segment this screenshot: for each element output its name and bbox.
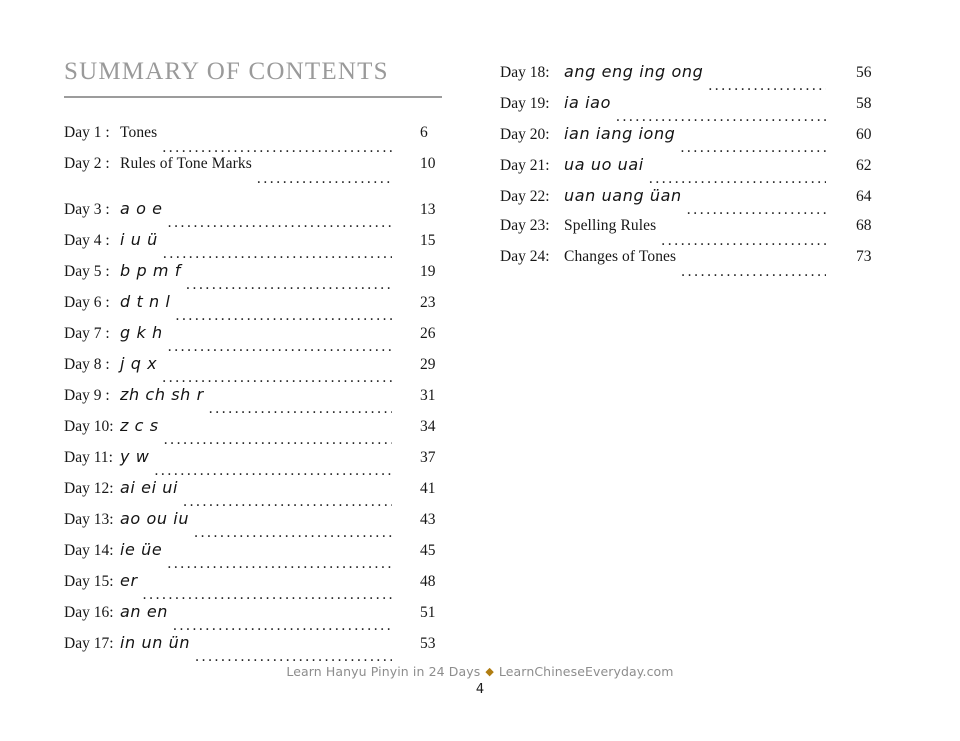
toc-row[interactable] — [64, 354, 464, 385]
toc-dot-leader — [168, 339, 392, 353]
page-title: SUMMARY OF CONTENTS — [64, 58, 389, 85]
toc-entry-title: Changes of Tones — [564, 248, 677, 265]
toc-dot-leader — [681, 264, 826, 278]
toc-entry-title: Spelling Rules — [564, 217, 657, 234]
toc-day-label: Day 24: — [500, 248, 550, 265]
toc-row[interactable] — [500, 248, 900, 279]
toc-day-label: Day 22: — [500, 188, 550, 205]
toc-dot-leader — [186, 277, 392, 291]
toc-row[interactable] — [64, 633, 464, 664]
toc-row[interactable] — [64, 416, 464, 447]
toc-row[interactable] — [64, 571, 464, 602]
toc-dot-leader — [162, 140, 392, 154]
toc-page-number: 51 — [420, 604, 436, 621]
toc-entry-title: in un ün — [120, 633, 191, 652]
toc-entry-title: ia iao — [564, 93, 611, 112]
toc-row[interactable] — [500, 124, 900, 155]
toc-day-label: Day 8 : — [64, 356, 110, 373]
toc-dot-leader — [143, 587, 392, 601]
toc-day-label: Day 15: — [64, 573, 114, 590]
toc-day-label: Day 12: — [64, 480, 114, 497]
toc-page-number: 62 — [856, 157, 872, 174]
toc-dot-leader — [687, 202, 826, 216]
toc-row[interactable] — [500, 155, 900, 186]
toc-page-number: 56 — [856, 64, 872, 81]
toc-page-number: 43 — [420, 511, 436, 528]
toc-day-label: Day 6 : — [64, 294, 110, 311]
toc-dot-leader — [195, 649, 392, 663]
toc-dot-leader — [661, 233, 826, 247]
toc-row[interactable] — [64, 199, 464, 230]
toc-page-number: 29 — [420, 356, 436, 373]
toc-page-number: 34 — [420, 418, 436, 435]
toc-page-number: 58 — [856, 95, 872, 112]
toc-row[interactable] — [500, 186, 900, 217]
toc-day-label: Day 18: — [500, 64, 550, 81]
toc-day-label: Day 9 : — [64, 387, 110, 404]
page-footer — [0, 664, 960, 697]
toc-column-left — [64, 124, 464, 664]
toc-day-label: Day 13: — [64, 511, 114, 528]
toc-dot-leader — [194, 525, 392, 539]
toc-page-number: 31 — [420, 387, 436, 404]
page-number: 4 — [475, 682, 485, 698]
toc-entry-title: uan uang üan — [564, 186, 682, 205]
toc-row[interactable] — [500, 93, 900, 124]
toc-row[interactable] — [64, 230, 464, 261]
toc-day-label: Day 20: — [500, 126, 550, 143]
diamond-icon: ◆ — [485, 665, 494, 678]
toc-row[interactable] — [500, 62, 900, 93]
toc-row[interactable] — [64, 447, 464, 478]
toc-page-number: 6 — [420, 124, 428, 141]
toc-row[interactable] — [64, 124, 464, 155]
toc-page-number: 13 — [420, 201, 436, 218]
toc-page-number: 68 — [856, 217, 872, 234]
toc-dot-leader — [708, 78, 826, 92]
toc-page-number: 53 — [420, 635, 436, 652]
toc-dot-leader — [173, 618, 392, 632]
toc-day-label: Day 21: — [500, 157, 550, 174]
toc-entry-title: g k h — [120, 323, 163, 342]
toc-day-label: Day 5 : — [64, 263, 110, 280]
toc-entry-title: b p m f — [120, 261, 181, 280]
toc-day-label: Day 11: — [64, 449, 113, 466]
toc-entry-title: ie üe — [120, 540, 163, 559]
toc-dot-leader — [168, 215, 392, 229]
toc-day-label: Day 4 : — [64, 232, 110, 249]
toc-entry-title: ian iang iong — [564, 124, 676, 143]
toc-page-number: 41 — [420, 480, 436, 497]
toc-day-label: Day 10: — [64, 418, 114, 435]
toc-page-number: 19 — [420, 263, 436, 280]
toc-dot-leader — [154, 463, 392, 477]
toc-day-label: Day 2 : — [64, 155, 110, 172]
footer-website: LearnChineseEveryday.com — [498, 664, 674, 679]
toc-page-number: 48 — [420, 573, 436, 590]
toc-page-number: 23 — [420, 294, 436, 311]
toc-day-label: Day 17: — [64, 635, 114, 652]
toc-entry-title: ai ei ui — [120, 478, 179, 497]
toc-entry-title: zh ch sh r — [120, 385, 204, 404]
toc-entry-title: d t n l — [120, 292, 171, 311]
title-divider — [64, 96, 442, 98]
toc-dot-leader — [680, 140, 826, 154]
toc-row[interactable] — [64, 323, 464, 354]
toc-page-number: 73 — [856, 248, 872, 265]
toc-day-label: Day 23: — [500, 217, 550, 234]
toc-page-number: 64 — [856, 188, 872, 205]
footer-book-title: Learn Hanyu Pinyin in 24 Days — [286, 664, 481, 679]
toc-row[interactable] — [64, 540, 464, 571]
toc-row[interactable] — [64, 602, 464, 633]
toc-row[interactable] — [64, 292, 464, 323]
toc-dot-leader — [163, 246, 392, 260]
toc-page-number: 45 — [420, 542, 436, 559]
toc-row[interactable] — [64, 385, 464, 416]
toc-entry-title: z c s — [120, 416, 159, 435]
title-block — [64, 58, 442, 98]
toc-page-number: 26 — [420, 325, 436, 342]
toc-day-label: Day 14: — [64, 542, 114, 559]
toc-entry-title: j q x — [120, 354, 158, 373]
toc-row[interactable] — [64, 261, 464, 292]
toc-entry-title: er — [120, 571, 138, 590]
toc-dot-leader — [167, 556, 392, 570]
toc-entry-title: Rules of Tone Marks — [120, 155, 252, 172]
toc-row[interactable] — [500, 217, 900, 248]
toc-day-label: Day 3 : — [64, 201, 110, 218]
toc-row[interactable] — [64, 155, 464, 186]
toc-entry-title: a o e — [120, 199, 163, 218]
toc-entry-title: Tones — [120, 124, 158, 141]
toc-entry-title: an en — [120, 602, 169, 621]
toc-page-number: 60 — [856, 126, 872, 143]
toc-dot-leader — [162, 370, 392, 384]
toc-entry-title: y w — [120, 447, 150, 466]
toc-page-number: 10 — [420, 155, 436, 172]
toc-page-number: 15 — [420, 232, 436, 249]
toc-entry-title: ang eng ing ong — [564, 62, 704, 81]
toc-dot-leader — [257, 171, 392, 185]
toc-day-label: Day 19: — [500, 95, 550, 112]
toc-row[interactable] — [64, 478, 464, 509]
toc-entry-title: ua uo uai — [564, 155, 644, 174]
toc-day-label: Day 1 : — [64, 124, 110, 141]
toc-row[interactable] — [64, 509, 464, 540]
footer-credit-line — [0, 664, 960, 679]
toc-dot-leader — [175, 308, 392, 322]
toc-dot-leader — [209, 401, 392, 415]
toc-dot-leader — [616, 109, 826, 123]
toc-dot-leader — [183, 494, 392, 508]
toc-dot-leader — [164, 432, 392, 446]
toc-dot-leader — [649, 171, 826, 185]
toc-column-right — [500, 62, 900, 279]
toc-day-label: Day 16: — [64, 604, 114, 621]
toc-entry-title: ao ou iu — [120, 509, 190, 528]
toc-entry-title: i u ü — [120, 230, 158, 249]
toc-day-label: Day 7 : — [64, 325, 110, 342]
toc-page-number: 37 — [420, 449, 436, 466]
